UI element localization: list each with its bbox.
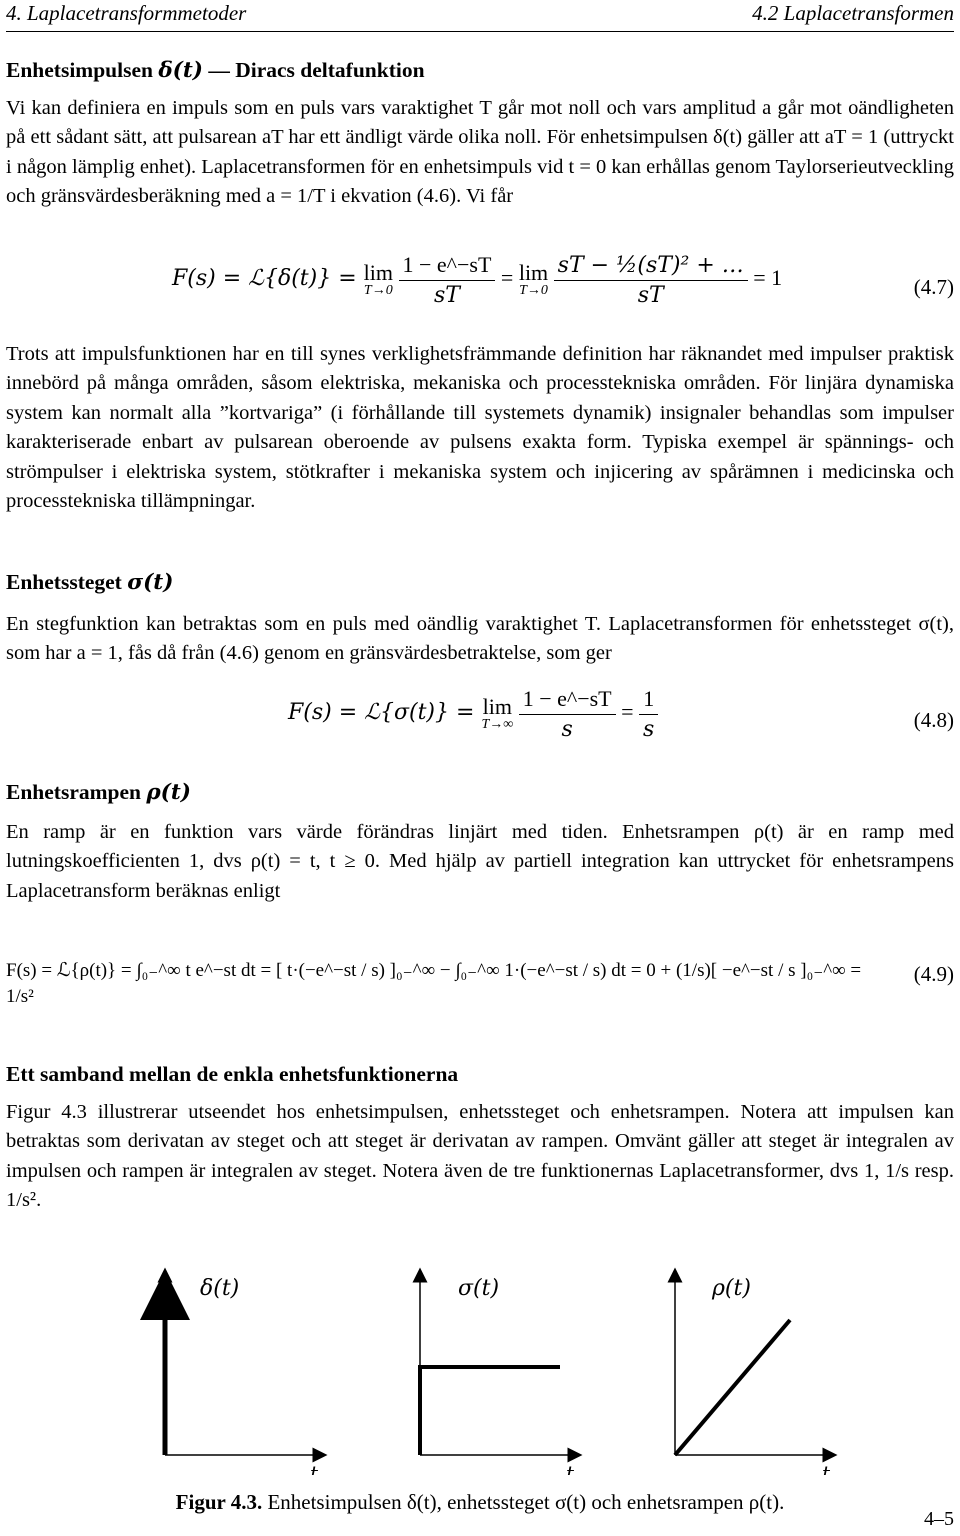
ramp-label: ρ(t): [712, 1276, 751, 1301]
figure-caption-text: Enhetsimpulsen δ(t), enhetssteget σ(t) och enhetsrampen ρ(t).: [267, 1490, 785, 1514]
eq48-number: (4.8): [913, 708, 954, 732]
page-header: [6, 0, 954, 26]
ramp-curve: [675, 1320, 790, 1455]
heading-step: [6, 570, 173, 595]
eq47-fraction-1: $\frac{1 - e\^{}-sT}{sT}$: [399, 252, 496, 308]
eq47-fraction-2: $\frac{\text{sT − ½(sT)² + …}}{sT}$: [554, 253, 748, 308]
eq47-result: = 1: [753, 265, 783, 291]
eq47-limit: lim T→0: [363, 260, 393, 299]
heading-impulse-rest: — Diracs deltafunktion: [208, 58, 425, 82]
eq49-number: (4.9): [913, 962, 954, 986]
impulse-plot: [165, 1275, 320, 1475]
header-divider: [6, 31, 954, 32]
eq47-lhs: F(s) = ℒ{δ(t)} =: [172, 266, 364, 292]
step-curve: [420, 1367, 560, 1455]
heading-step-text: Enhetssteget: [6, 570, 122, 594]
heading-ramp: [6, 780, 191, 805]
figure-caption-number: Figur 4.3.: [175, 1490, 263, 1514]
ramp-plot: [675, 1275, 831, 1475]
eq49-expression: F(s) = ℒ{ρ(t)} = ∫₀₋^∞ t e^−st dt = [ t·(−e^−st / s) ]₀₋^∞ − ∫₀₋^∞ 1·(−e^−st / s) dt = 0 + (1/s)[ −e^−st / s ]₀₋^∞ = 1/s²: [6, 960, 862, 1007]
eq48-result: $\frac{1}{s}$: [639, 686, 658, 742]
eq48-fraction: $\frac{1 - e\^{}-sT}{s}$: [519, 686, 616, 742]
heading-step-symbol: σ(t): [127, 570, 174, 595]
step-plot: [420, 1275, 575, 1475]
heading-ramp-symbol: ρ(t): [146, 780, 191, 805]
paragraph-impulse-usage: Trots att impulsfunktionen har en till synes verklighetsfrämmande definition har räknandet med impulser praktisk innebörd på många områden, såsom elektriska, mekaniska och processtekniska områden. För linjära dynamiska system kan normalt alla ”kortvariga” (i förhållande till systemets dynamik) insignaler behandlas som impulser karakteriserade enbart av pulsarean oberoende av pulsens exakta form. Typiska exempel är spännings- och strömpulser i elektriska system, stötkrafter i mekaniska system och injicering av spårämnen i medicinska och processtekniska tillämpningar.: [6, 343, 954, 513]
page-number: 4–5: [924, 1508, 954, 1530]
equation-4-9: [0, 938, 960, 1018]
paragraph-ramp: En ramp är en funktion vars värde förändras linjärt med tiden. Enhetsrampen ρ(t) är en ramp med lutningskoefficienten 1, dvs ρ(t) = t, t ≥ 0. Med hjälp av partiell integration kan uttrycket för enhetsrampens Laplacetransform beräknas enligt: [6, 821, 954, 902]
impulse-t-axis-label: t: [310, 1461, 319, 1475]
step-t-axis-label: t: [566, 1461, 575, 1475]
eq48-limit: lim T→∞: [481, 694, 514, 733]
equation-4-8: F(s) = ℒ{σ(t)} = lim T→∞ $\frac{1 - e\^{}-sT}{s}$ = $\frac{1}{s}$ (4.8): [288, 686, 954, 742]
equation-4-7: F(s) = ℒ{δ(t)} = lim T→0 $\frac{1 - e\^{}-sT}{sT}$ = lim T→0 $\frac{\text{sT − ½(sT)² + …}}{sT}$ = 1 (4.7): [172, 252, 954, 308]
paragraph-impulse-definition: Vi kan definiera en impuls som en puls vars varaktighet T går mot noll och vars amplitud a går mot oändligheten på ett sådant sätt, att pulsarean aT har ett ändligt värde olika noll. För enhetsimpulsen δ(t) gäller att aT = 1 (uttryckt i någon lämplig enhet). Laplacetransformen för en enhetsimpuls vid t = 0 kan erhållas genom Taylorserieutveckling och gränsvärdesberäkning med a = 1/T i ekvation (4.6). Vi får: [6, 97, 954, 208]
paragraph-relation: Figur 4.3 illustrerar utseendet hos enhetsimpulsen, enhetssteget och enhetsrampen. Notera att impulsen kan betraktas som derivatan av steget och att steget är derivatan av rampen. Omvänt gäller att steget är integralen av impulsen och rampen är integralen av steget. Notera även de tre funktionernas Laplacetransformer, dvs 1, 1/s resp. 1/s².: [6, 1101, 954, 1212]
ramp-t-axis-label: t: [822, 1461, 831, 1475]
heading-relation: [6, 1062, 458, 1087]
eq48-lhs: F(s) = ℒ{σ(t)} =: [288, 700, 482, 726]
heading-impulse-symbol: δ(t): [158, 58, 203, 83]
impulse-label: δ(t): [200, 1276, 240, 1301]
heading-impulse-text: Enhetsimpulsen: [6, 58, 153, 82]
paragraph-step: En stegfunktion kan betraktas som en puls med oändlig varaktighet T. Laplacetransformen för enhetssteget σ(t), som har a = 1, fås då från (4.6) genom en gränsvärdesbetraktelse, som ger: [6, 613, 954, 665]
section-title: 4.2 Laplacetransformen: [752, 1, 954, 25]
figure-caption: [0, 1490, 960, 1515]
heading-impulse: [6, 58, 425, 83]
chapter-title: 4. Laplacetransformmetoder: [6, 1, 247, 25]
figure-4-3: [0, 1255, 960, 1475]
eq47-number: (4.7): [913, 275, 954, 299]
heading-ramp-text: Enhetsrampen: [6, 780, 141, 804]
heading-relation-text: Ett samband mellan de enkla enhetsfunktionerna: [6, 1062, 459, 1086]
eq47-limit-2: lim T→0: [518, 260, 549, 299]
figure-4-3-svg: [0, 1255, 960, 1475]
step-label: σ(t): [458, 1276, 500, 1301]
